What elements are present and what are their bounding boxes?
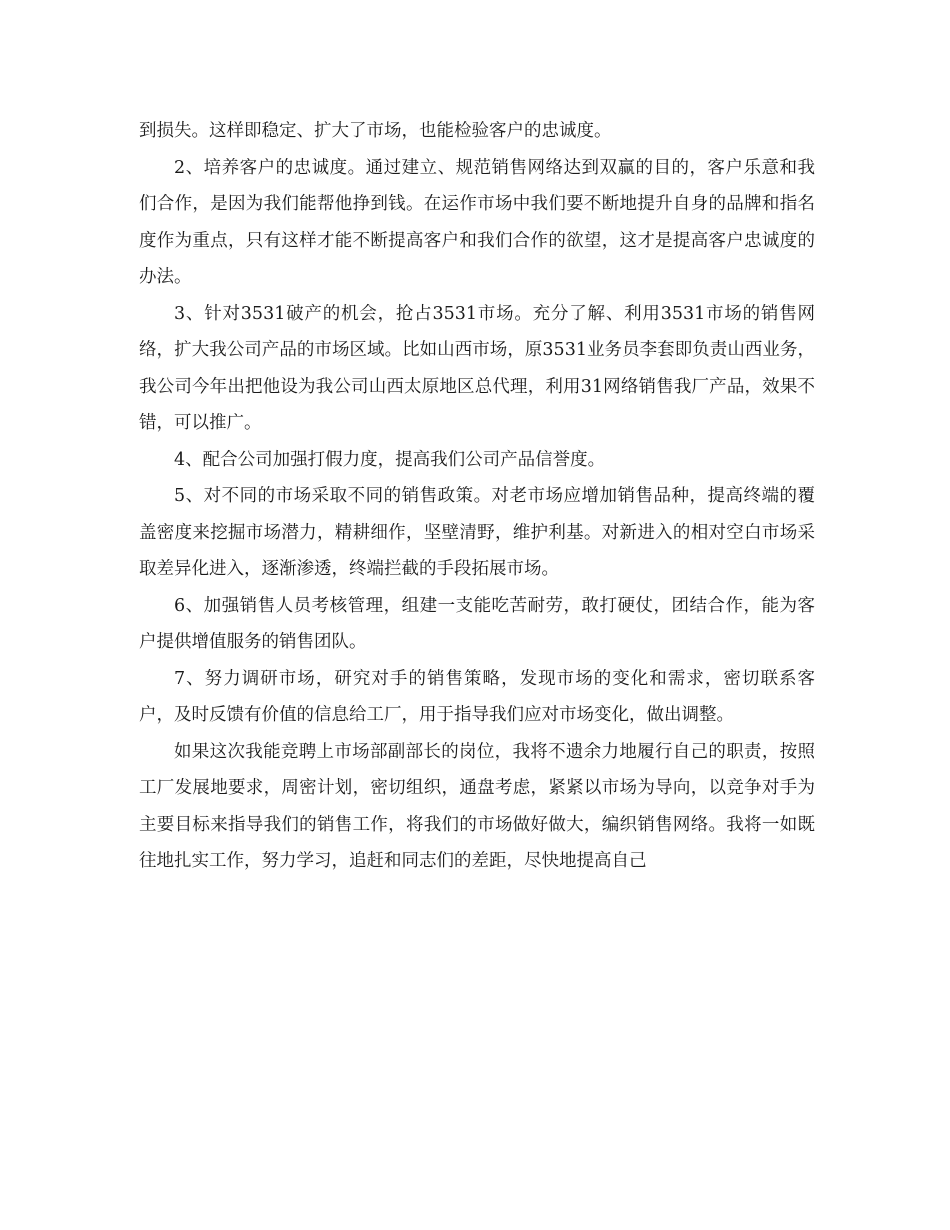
document-body xyxy=(139,113,815,880)
paragraph-item-7: 7、努力调研市场，研究对手的销售策略，发现市场的变化和需求，密切联系客户，及时反馈有价值的信息给工厂，用于指导我们应对市场变化，做出调整。 xyxy=(139,668,815,725)
paragraph-item-2: 2、培养客户的忠诚度。通过建立、规范销售网络达到双赢的目的，客户乐意和我们合作，是因为我们能帮他挣到钱。在运作市场中我们要不断地提升自身的品牌和指名度作为重点，只有这样才能不断提高客户和我们合作的欲望，这才是提高客户忠诚度的办法。 xyxy=(139,157,815,287)
paragraph-item-4: 4、配合公司加强打假力度，提高我们公司产品信誉度。 xyxy=(174,449,606,470)
paragraph-continuation: 到损失。这样即稳定、扩大了市场，也能检验客户的忠诚度。 xyxy=(139,121,612,141)
paragraph-item-6: 6、加强销售人员考核管理，组建一支能吃苦耐劳，敢打硬仗，团结合作，能为客户提供增值服务的销售团队。 xyxy=(139,595,815,652)
paragraph-item-5: 5、对不同的市场采取不同的销售政策。对老市场应增加销售品种，提高终端的覆盖密度来挖掘市场潜力，精耕细作，坚壁清野，维护利基。对新进入的相对空白市场采取差异化进入，逐渐渗透，终端拦截的手段拓展市场。 xyxy=(139,486,815,579)
paragraph-closing: 如果这次我能竞聘上市场部副部长的岗位，我将不遗余力地履行自己的职责，按照工厂发展地要求，周密计划，密切组织，通盘考虑，紧紧以市场为导向，以竞争对手为主要目标来指导我们的销售工作，将我们的市场做好做大，编织销售网络。我将一如既往地扎实工作，努力学习，追赶和同志们的差距，尽快地提高自己 xyxy=(139,741,815,871)
paragraph-item-3: 3、针对3531破产的机会，抢占3531市场。充分了解、利用3531市场的销售网络，扩大我公司产品的市场区域。比如山西市场，原3531业务员李套即负责山西业务，我公司今年出把他设为我公司山西太原地区总代理，利用31网络销售我厂产品，效果不错，可以推广。 xyxy=(139,303,815,433)
